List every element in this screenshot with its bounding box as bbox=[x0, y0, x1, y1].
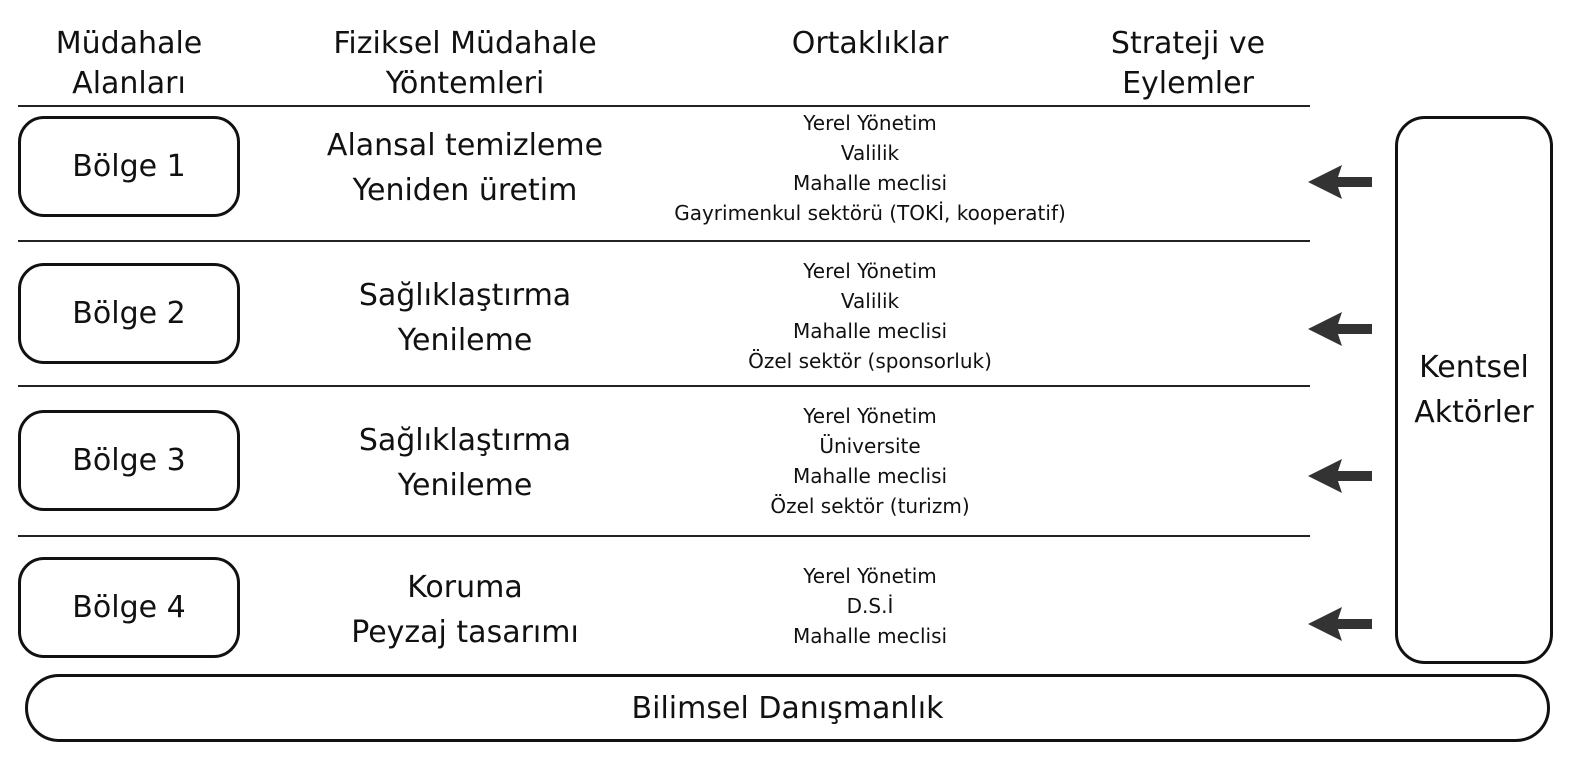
zone-2-box: Bölge 2 bbox=[18, 263, 240, 364]
header-divider bbox=[18, 105, 1310, 107]
method-item: Koruma bbox=[407, 570, 523, 605]
header-partnerships: Ortaklıklar bbox=[791, 26, 949, 61]
partner-item: Üniversite bbox=[819, 434, 921, 458]
zone-4-box: Bölge 4 bbox=[18, 557, 240, 658]
zone-3-box: Bölge 3 bbox=[18, 410, 240, 511]
row-divider bbox=[18, 385, 1310, 387]
zone-1-partners bbox=[640, 108, 1100, 228]
zone-2-methods bbox=[290, 273, 640, 363]
partner-item: Mahalle meclisi bbox=[792, 319, 948, 343]
zone-4-partners bbox=[640, 561, 1100, 651]
arrow-left-icon bbox=[1308, 607, 1372, 641]
arrow-left-icon bbox=[1308, 312, 1372, 346]
partner-item: Gayrimenkul sektörü (TOKİ, kooperatif) bbox=[674, 201, 1066, 225]
partner-item: Mahalle meclisi bbox=[792, 171, 948, 195]
arrow-left-icon bbox=[1308, 165, 1372, 199]
partner-item: Özel sektör (sponsorluk) bbox=[748, 349, 992, 373]
partner-item: Valilik bbox=[840, 141, 900, 165]
partner-item: Yerel Yönetim bbox=[803, 564, 937, 588]
header-physical-methods: Fiziksel Müdahale Yöntemleri bbox=[333, 26, 597, 101]
partner-item: Yerel Yönetim bbox=[803, 259, 937, 283]
method-item: Yenileme bbox=[397, 468, 533, 503]
zone-4-methods bbox=[290, 565, 640, 655]
row-divider bbox=[18, 240, 1310, 242]
partner-item: Mahalle meclisi bbox=[792, 624, 948, 648]
zone-1-methods bbox=[290, 123, 640, 213]
partner-item: Özel sektör (turizm) bbox=[770, 494, 970, 518]
zone-3-methods bbox=[290, 418, 640, 508]
method-item: Sağlıklaştırma bbox=[358, 423, 572, 458]
method-item: Yenileme bbox=[397, 323, 533, 358]
partner-item: Yerel Yönetim bbox=[803, 404, 937, 428]
partner-item: D.S.İ bbox=[846, 594, 894, 618]
row-divider bbox=[18, 535, 1310, 537]
header-intervention-areas: Müdahale Alanları bbox=[55, 26, 203, 101]
method-item: Peyzaj tasarımı bbox=[351, 615, 579, 650]
zone-2-partners bbox=[640, 256, 1100, 376]
header-strategy-actions: Strateji ve Eylemler bbox=[1110, 26, 1266, 101]
partner-item: Mahalle meclisi bbox=[792, 464, 948, 488]
method-item: Yeniden üretim bbox=[352, 173, 578, 208]
partner-item: Valilik bbox=[840, 289, 900, 313]
zone-1-box: Bölge 1 bbox=[18, 116, 240, 217]
partner-item: Yerel Yönetim bbox=[803, 111, 937, 135]
method-item: Alansal temizleme bbox=[326, 128, 604, 163]
arrow-left-icon bbox=[1308, 459, 1372, 493]
urban-actors-box: Kentsel Aktörler bbox=[1395, 116, 1553, 664]
method-item: Sağlıklaştırma bbox=[358, 278, 572, 313]
scientific-advisory-bar: Bilimsel Danışmanlık bbox=[25, 674, 1550, 742]
zone-3-partners bbox=[640, 401, 1100, 521]
